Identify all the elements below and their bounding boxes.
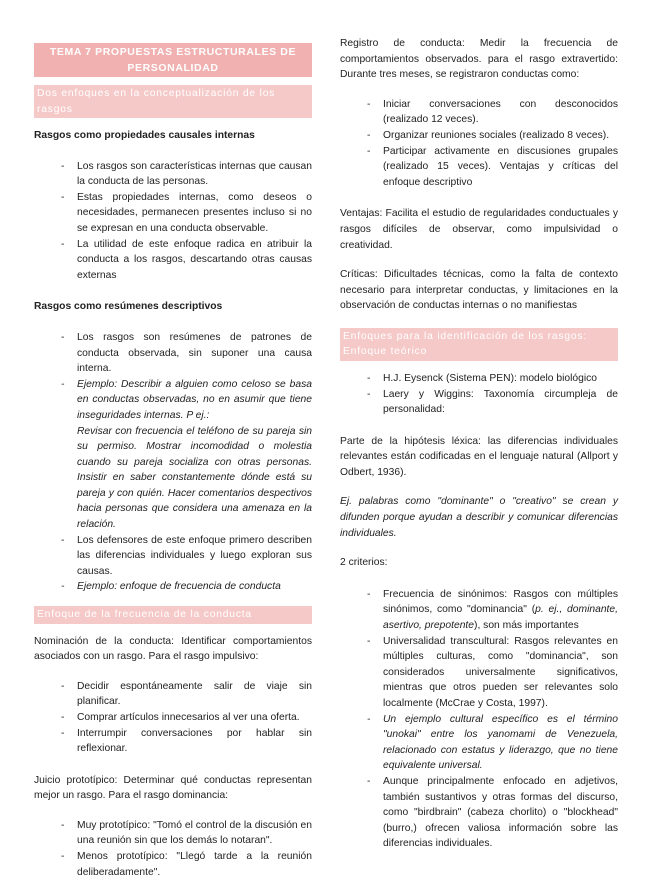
list-item: - Interrumpir conversaciones por hablar sin reflexionar. — [61, 726, 312, 757]
list-item: - Comprar artículos innecesarios al ver una oferta. — [61, 710, 312, 726]
list-item: - Muy prototípico: "Tomó el control de la discusión en una reunión sin que los demás lo notaran". — [61, 818, 312, 849]
list-item: - Menos prototípico: "Llegó tarde a la reunión deliberadamente". — [61, 849, 312, 880]
subheading: Rasgos como resúmenes descriptivos — [34, 301, 223, 313]
section-heading: Dos enfoques en la conceptualización de los rasgos — [34, 85, 312, 118]
left-column — [34, 43, 312, 896]
text: ), son más importantes — [474, 620, 579, 632]
list-item: - Aunque principalmente enfocado en adjetivos, también sustantivos y otras formas del discurso, como "birdbrain" (cabeza chorlito) o "blockhead" (burro,) ofrecen valiosa información sobre las diferencias individuales. — [367, 774, 618, 852]
bullet-list — [367, 587, 618, 852]
list-item: - Decidir espontáneamente salir de viaje sin planificar. — [61, 679, 312, 710]
bullet-list — [367, 97, 618, 191]
list-item — [367, 587, 618, 634]
bullet-list — [61, 679, 312, 757]
list-item: - Universalidad transcultural: Rasgos relevantes en múltiples culturas, como "dominancia", son considerados universalmente significativos, mientras que otros pueden ser relevantes solo localmente (McCrae y Costa, 1997). — [367, 634, 618, 712]
page-title: TEMA 7 PROPUESTAS ESTRUCTURALES DE PERSONALIDAD — [34, 43, 312, 77]
list-item: - Ejemplo: Describir a alguien como celoso se basa en conductas observadas, no en asumir que tiene inseguridades internas. P ej.: — [61, 377, 312, 424]
list-item: - La utilidad de este enfoque radica en atribuir la conducta a los rasgos, descartando otras causas externas — [61, 237, 312, 284]
section-heading: Enfoque de la frecuencia de la conducta — [34, 606, 312, 624]
text: p. ej., dominante, asertivo, prepotente — [383, 604, 618, 632]
list-item: - Un ejemplo cultural específico es el término "unokai" entre los yanomami de Venezuela, relacionado con estatus y liderazgo, que no tiene equivalente universal. — [367, 712, 618, 774]
list-item: - Los defensores de este enfoque primero describen las diferencias individuales y luego exploran sus causas. — [61, 533, 312, 580]
paragraph: Críticas: Dificultades técnicas, como la falta de contexto necesario para interpretar conductas, y limitaciones en la observación de conductas internas o no manifiestas — [340, 269, 618, 312]
bullet-list — [61, 159, 312, 284]
paragraph: Juicio prototípico: Determinar qué conductas representan mejor un rasgo. Para el rasgo dominancia: — [34, 774, 312, 802]
text: Frecuencia de sinónimos: Rasgos con múltiples sinónimos, como "dominancia" ( — [383, 588, 618, 616]
list-item: - Los rasgos son resúmenes de patrones de conducta observada, sin suponer una causa interna. — [61, 330, 312, 377]
bullet-list — [367, 371, 618, 418]
list-item: - Participar activamente en discusiones grupales (realizado 15 veces). Ventajas y críticas del enfoque descriptivo — [367, 144, 618, 191]
subheading: Rasgos como propiedades causales internas — [34, 130, 255, 141]
paragraph: Ej. palabras como "dominante" o "creativo" se crean y difunden porque ayudan a describir y comunicar diferencias individuales. — [340, 496, 618, 539]
section-heading: Enfoques para la identificación de los rasgos: Enfoque teórico — [340, 328, 618, 361]
list-item: - Estas propiedades internas, como deseos o necesidades, permanecen presentes incluso si no se expresan en una conducta observable. — [61, 190, 312, 237]
paragraph: Registro de conducta: Medir la frecuencia de comportamientos observados. para el rasgo extravertido: Durante tres meses, se registraron conductas como: — [340, 38, 618, 81]
list-item: - Organizar reuniones sociales (realizado 8 veces). — [367, 128, 618, 144]
list-item: - Laery y Wiggins: Taxonomía circumpleja de personalidad: — [367, 387, 618, 418]
list-item: - Ejemplo: enfoque de frecuencia de conducta — [61, 579, 312, 595]
bullet-list — [61, 330, 312, 595]
example-text: Revisar con frecuencia el teléfono de su pareja sin su permiso. Mostrar incomodidad o molestia cuando su pareja socializa con otras personas. Insistir en saber constantemente dónde está su pareja y con quién. Hacer comentarios despectivos hacia personas que considera una amenaza en la relación. — [77, 425, 312, 531]
paragraph: Parte de la hipótesis léxica: las diferencias individuales relevantes están codificadas en el lenguaje natural (Allport y Odbert, 1936). — [340, 435, 618, 478]
paragraph: Nominación de la conducta: Identificar comportamientos asociados con un rasgo. Para el rasgo impulsivo: — [34, 635, 312, 663]
list-item: - Los rasgos son características internas que causan la conducta de las personas. — [61, 159, 312, 190]
right-column — [340, 36, 618, 868]
bullet-list — [61, 818, 312, 880]
paragraph: 2 criterios: — [340, 557, 388, 569]
list-item: - Iniciar conversaciones con desconocidos (realizado 12 veces). — [367, 97, 618, 128]
list-item: - H.J. Eysenck (Sistema PEN): modelo biológico — [367, 371, 618, 387]
paragraph: Ventajas: Facilita el estudio de regularidades conductuales y rasgos difíciles de observar, como impulsividad o creatividad. — [340, 208, 618, 251]
